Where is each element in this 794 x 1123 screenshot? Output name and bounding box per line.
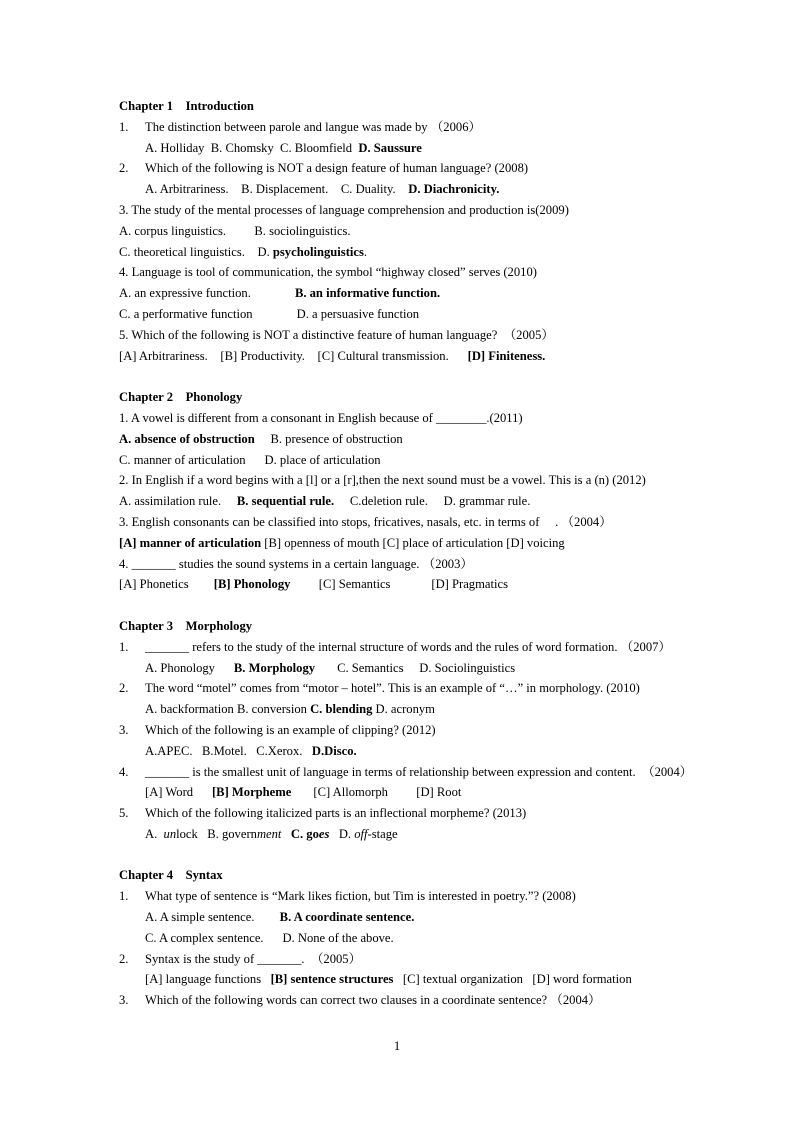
answer-emphasis: B. sequential rule. [236, 494, 335, 509]
question-line [119, 117, 719, 138]
question-number: 2. [119, 161, 129, 176]
text-segment: D. [329, 826, 355, 841]
text-line [119, 470, 719, 491]
text-segment: C.deletion rule. D. grammar rule. [334, 494, 531, 509]
blank-line [119, 845, 719, 866]
chapter-heading: Chapter 4 Syntax [119, 868, 223, 883]
answer-emphasis: [B] Phonology [213, 577, 291, 592]
text-segment: C. Semantics D. Sociolinguistics [315, 660, 516, 675]
option-line [119, 741, 719, 762]
text-segment: [B] openness of mouth [C] place of articulation [D] voicing [261, 535, 565, 550]
document-content [119, 96, 719, 1011]
text-segment: [A] Word [145, 785, 212, 800]
answer-emphasis: A. absence of obstruction [119, 431, 255, 446]
text-segment: Which of the following is NOT a design feature of human language? (2008) [145, 161, 529, 176]
question-number: 2. [119, 951, 129, 966]
text-segment: [C] Semantics [D] Pragmatics [290, 577, 508, 592]
text-line [119, 346, 719, 367]
blank-line [119, 595, 719, 616]
text-segment: 5. Which of the following is NOT a distinctive feature of human language? （2005） [119, 327, 554, 342]
question-line [119, 803, 719, 824]
option-line [119, 928, 719, 949]
text-segment: 3. The study of the mental processes of language comprehension and production is(2009) [119, 202, 569, 217]
option-line [119, 907, 719, 928]
question-line [119, 990, 719, 1011]
text-segment: [C] textual organization [D] word formation [393, 972, 632, 987]
text-segment: C. manner of articulation D. place of articulation [119, 452, 381, 467]
text-segment: [C] Allomorph [D] Root [291, 785, 462, 800]
text-segment: A. Phonology [145, 660, 234, 675]
question-line [119, 886, 719, 907]
answer-emphasis: B. an informative function. [294, 286, 441, 301]
option-line [119, 824, 719, 845]
text-segment: C. a performative function D. a persuasive function [119, 306, 420, 321]
text-segment: un [163, 826, 177, 841]
answer-emphasis: psycholinguistics [272, 244, 364, 259]
text-segment: -stage [367, 826, 398, 841]
answer-emphasis: B. A coordinate sentence. [279, 910, 415, 925]
question-number: 2. [119, 681, 129, 696]
text-segment: 2. In English if a word begins with a [l] or a [r],then the next sound must be a vowel. This is a (n) (2012) [119, 473, 646, 488]
text-segment: ment [256, 826, 282, 841]
chapter-heading: Chapter 1 Introduction [119, 99, 254, 113]
text-segment: A. [145, 826, 164, 841]
text-line [119, 262, 719, 283]
text-segment: A. an expressive function. [119, 286, 295, 301]
answer-emphasis: [B] Morpheme [211, 785, 292, 800]
text-segment: [A] Arbitrariness. [B] Productivity. [C] Cultural transmission. [119, 348, 468, 363]
text-segment: A.APEC. B.Motel. C.Xerox. [145, 743, 312, 758]
text-line [119, 283, 719, 304]
text-segment: 4. _______ studies the sound systems in a certain language. （2003） [119, 556, 473, 571]
text-segment: A. corpus linguistics. B. sociolinguistics. [119, 223, 351, 238]
question-line [119, 949, 719, 970]
text-segment: off [354, 826, 368, 841]
text-segment [281, 827, 290, 841]
text-segment: The distinction between parole and langue was made by （2006） [145, 119, 482, 134]
text-segment: Which of the following is an example of clipping? (2012) [145, 722, 436, 737]
text-line [119, 554, 719, 575]
text-line [119, 491, 719, 512]
text-segment: Syntax is the study of _______. （2005） [145, 951, 362, 966]
question-line [119, 720, 719, 741]
text-segment: _______ is the smallest unit of language in terms of relationship between expression and content. （2004） [145, 764, 693, 779]
answer-emphasis: es [318, 826, 330, 841]
text-segment: A. Holliday B. Chomsky C. Bloomfield [145, 140, 359, 155]
text-segment: A. Arbitrariness. B. Displacement. C. Duality. [145, 182, 409, 197]
text-segment: B. presence of obstruction [254, 431, 403, 446]
text-segment: [A] language functions [145, 972, 271, 987]
answer-emphasis: D. Saussure [358, 140, 422, 155]
question-number: 1. [119, 639, 129, 654]
text-segment: . [363, 244, 368, 259]
text-line [119, 242, 719, 263]
answer-emphasis: [A] manner of articulation [119, 535, 262, 550]
question-line [119, 678, 719, 699]
chapter-heading: Chapter 3 Morphology [119, 618, 253, 633]
option-line [119, 179, 719, 200]
text-segment: The word “motel” comes from “motor – hotel”. This is an example of “…” in morphology. (2010) [145, 681, 640, 696]
answer-emphasis: B. Morphology [233, 660, 316, 675]
text-line [119, 512, 719, 533]
text-segment: C. A complex sentence. D. None of the above. [145, 930, 394, 945]
text-segment: 1. A vowel is different from a consonant in English because of ________.(2011) [119, 410, 523, 425]
chapter-heading: Chapter 2 Phonology [119, 390, 243, 405]
text-segment: A. A simple sentence. [145, 910, 280, 925]
answer-emphasis: [D] Finiteness. [467, 348, 546, 363]
question-line [119, 762, 719, 783]
text-segment: D. acronym [372, 702, 435, 717]
answer-emphasis: C. blending [310, 702, 373, 717]
question-number: 1. [119, 119, 129, 134]
option-line [119, 782, 719, 803]
text-line [119, 574, 719, 595]
text-line [119, 533, 719, 554]
text-line [119, 221, 719, 242]
text-segment: What type of sentence is “Mark likes fiction, but Tim is interested in poetry.”? (2008) [145, 889, 576, 904]
question-line [119, 637, 719, 658]
question-number: 4. [119, 764, 129, 779]
text-segment: 4. Language is tool of communication, the symbol “highway closed” serves (2010) [119, 265, 537, 280]
text-line [119, 325, 719, 346]
text-line [119, 450, 719, 471]
option-line [119, 138, 719, 159]
blank-line [119, 366, 719, 387]
answer-emphasis: D. Diachronicity. [408, 182, 500, 197]
text-segment: A. assimilation rule. [119, 494, 237, 509]
question-number: 5. [119, 806, 129, 821]
answer-emphasis: [B] sentence structures [270, 972, 394, 987]
question-number: 3. [119, 993, 129, 1008]
text-segment: Which of the following italicized parts is an inflectional morpheme? (2013) [145, 806, 527, 821]
text-line [119, 304, 719, 325]
text-segment: _______ refers to the study of the internal structure of words and the rules of word formation. （2007） [145, 639, 672, 654]
text-segment: A. backformation B. conversion [145, 702, 311, 717]
text-segment: Which of the following words can correct two clauses in a coordinate sentence? （2004） [145, 993, 601, 1008]
answer-emphasis: C. go [290, 826, 319, 841]
option-line [119, 699, 719, 720]
page-number: 1 [393, 1039, 401, 1053]
option-line [119, 969, 719, 990]
question-line [119, 158, 719, 179]
text-segment: C. theoretical linguistics. D. [119, 244, 273, 259]
option-line [119, 658, 719, 679]
text-segment: 3. English consonants can be classified into stops, fricatives, nasals, etc. in terms of . （2004） [119, 514, 612, 529]
question-number: 3. [119, 722, 129, 737]
text-line [119, 200, 719, 221]
question-number: 1. [119, 889, 129, 904]
text-segment: lock B. govern [176, 826, 257, 841]
text-line [119, 408, 719, 429]
text-line [119, 429, 719, 450]
text-segment: [A] Phonetics [119, 577, 214, 592]
answer-emphasis: D.Disco. [311, 743, 357, 758]
